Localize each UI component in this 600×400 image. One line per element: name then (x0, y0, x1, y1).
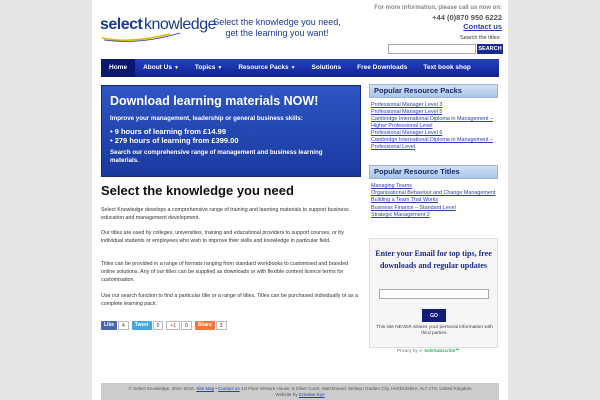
phone-number: +44 (0)870 950 6222 (432, 13, 502, 22)
share-button[interactable] (195, 321, 227, 330)
powered-prefix: Privacy by (397, 348, 418, 353)
sidebar-link[interactable]: Cambridge International Diploma in Management – Professional Level (371, 137, 493, 150)
tagline (210, 17, 344, 39)
hero-outro: Search our comprehensive range of management and business learning materials. (110, 149, 323, 164)
footer-address: 1st Floor Venture House, 6 Silver Court, Watchmead, Welwyn Garden City, Hertfordshire, AL7 1TS, United Kingdom (240, 386, 472, 391)
nav-item-text-book-shop[interactable] (415, 59, 479, 77)
nav-item-resource-packs[interactable] (230, 59, 303, 77)
sidebar-link[interactable]: Professional Manager Level 6 (371, 130, 443, 137)
logo-word-select: select (100, 16, 143, 33)
footer-copyright: © Select Knowledge, 2011–2016. (128, 386, 196, 391)
privacy-note: This site NEVER shares your personal information with third parties. (376, 325, 493, 336)
nav-item-label: Solutions (311, 64, 342, 71)
search-button[interactable]: SEARCH (478, 46, 502, 52)
safesubscribe-badge[interactable] (397, 348, 460, 354)
google-plus-label: +1 (166, 321, 180, 330)
sidebar-link[interactable]: Strategic Management 2 (371, 211, 430, 218)
contact-info (374, 4, 502, 31)
nav-item-solutions[interactable] (304, 59, 350, 77)
footer-contact-link[interactable]: Contact us (218, 386, 240, 391)
footer (101, 383, 499, 400)
hero-bullets (110, 127, 352, 145)
email-field[interactable] (379, 289, 489, 299)
nav-item-about-us[interactable] (135, 59, 187, 77)
footer-line-1: © Select Knowledge, 2011–2016. Site Map • Contact us 1st Floor Venture House, 6 Silver Court, Watchmead, Welwyn Garden City, Hertfordshire, AL7 1TS, United Kingdom (128, 386, 472, 391)
tagline-line-2: get the learning you want! (225, 28, 329, 38)
facebook-like-label: Like (101, 321, 117, 330)
page-title: Select the knowledge you need (101, 183, 294, 198)
chevron-down-icon: ▼ (290, 65, 296, 71)
popular-titles-heading: Popular Resource Titles (369, 165, 498, 179)
search-label: Search the titles: (460, 35, 501, 41)
chevron-down-icon: ▼ (217, 65, 223, 71)
powered-brand: SafeSubscribe℠ (424, 348, 460, 353)
popular-packs-list (371, 102, 499, 151)
footer-line-2 (101, 392, 499, 398)
intro-paragraph-1: Select Knowledge develops a comprehensive range of training and learning materials to support business education and management development. (101, 207, 349, 221)
sidebar-link[interactable]: Business Finance – Standard Level (371, 204, 456, 211)
sidebar-link[interactable]: Professional Manager Level 3 (371, 102, 443, 108)
nav-item-label: Home (109, 64, 128, 71)
logo[interactable] (100, 14, 216, 42)
facebook-like-button[interactable] (101, 321, 129, 330)
hero-banner[interactable] (101, 85, 361, 177)
like-count: 4 (118, 321, 129, 330)
nav-item-label: Text book shop (423, 64, 471, 71)
site-map-link[interactable]: Site Map (196, 386, 215, 391)
go-button[interactable]: GO (422, 309, 446, 322)
tagline-line-1: Select the knowledge you need, (213, 17, 341, 27)
google-plus-count: 0 (181, 321, 192, 330)
share-label: Share (195, 321, 215, 330)
sidebar-link[interactable]: Professional Manager Level 5 (371, 109, 443, 116)
tweet-count: 0 (153, 321, 164, 330)
intro-paragraph-2: Our titles are used by colleges, universities, training and educational providers to support courses, or by individual students or employees who wish to improve their skills and knowledge in particular field. (101, 230, 344, 244)
nav-item-topics[interactable] (187, 59, 230, 77)
tweet-button[interactable] (132, 321, 164, 330)
sidebar-link[interactable]: Organisational Behaviour and Change Management (371, 190, 496, 197)
checkmark-icon: ✔ (419, 348, 423, 353)
popular-titles-list (371, 183, 499, 219)
nav-item-free-downloads[interactable] (349, 59, 415, 77)
nav-item-label: Topics (194, 64, 216, 71)
nav-item-home[interactable] (101, 59, 135, 77)
hero-intro: Improve your management, leadership or general business skills: (110, 115, 303, 122)
sidebar-link[interactable]: Cambridge International Diploma in Management – Higher Professional Level (371, 116, 493, 129)
popular-packs-heading: Popular Resource Packs (369, 84, 498, 98)
nav-item-label: Resource Packs (238, 64, 289, 71)
hero-bullet: • 9 hours of learning from £14.99 (110, 127, 352, 136)
search-input[interactable] (388, 44, 476, 54)
nav-item-label: About Us (143, 64, 172, 71)
chevron-down-icon: ▼ (173, 65, 179, 71)
share-count: 3 (216, 321, 227, 330)
newsletter-heading: Enter your Email for top tips, free downloads and regular updates (375, 249, 492, 270)
social-buttons (101, 321, 227, 330)
hero-title: Download learning materials NOW! (110, 94, 319, 108)
sidebar-link[interactable]: Building a Team That Works (371, 197, 439, 204)
sidebar-link[interactable]: Managing Teams (371, 183, 412, 189)
contact-us-link[interactable]: Contact us (463, 22, 502, 31)
google-plus-button[interactable] (166, 321, 191, 330)
content-wrapper (92, 0, 508, 400)
tweet-label: Tweet (132, 321, 152, 330)
designer-link[interactable]: Creative Eye (298, 392, 325, 397)
intro-paragraph-3: Titles can be provided in a range of formats ranging from standard workbooks to customised and branded online solutions. Any of our titles can be supplied as downloads or with flexible content licence terms for customisation. (101, 261, 349, 283)
intro-paragraph-4: Use our search function to find a particular title or a range of titles. Titles can be purchased individually or as a complete learning pack. (101, 293, 359, 307)
logo-word-knowledge: knowledge (144, 16, 216, 33)
hero-bullet: • 279 hours of learning from £399.00 (110, 136, 352, 145)
main-nav (101, 59, 499, 77)
nav-item-label: Free Downloads (357, 64, 408, 71)
info-label: For more information, please call us now on: (374, 5, 502, 11)
website-by-label: Website by (275, 392, 298, 397)
newsletter-box (369, 238, 498, 348)
